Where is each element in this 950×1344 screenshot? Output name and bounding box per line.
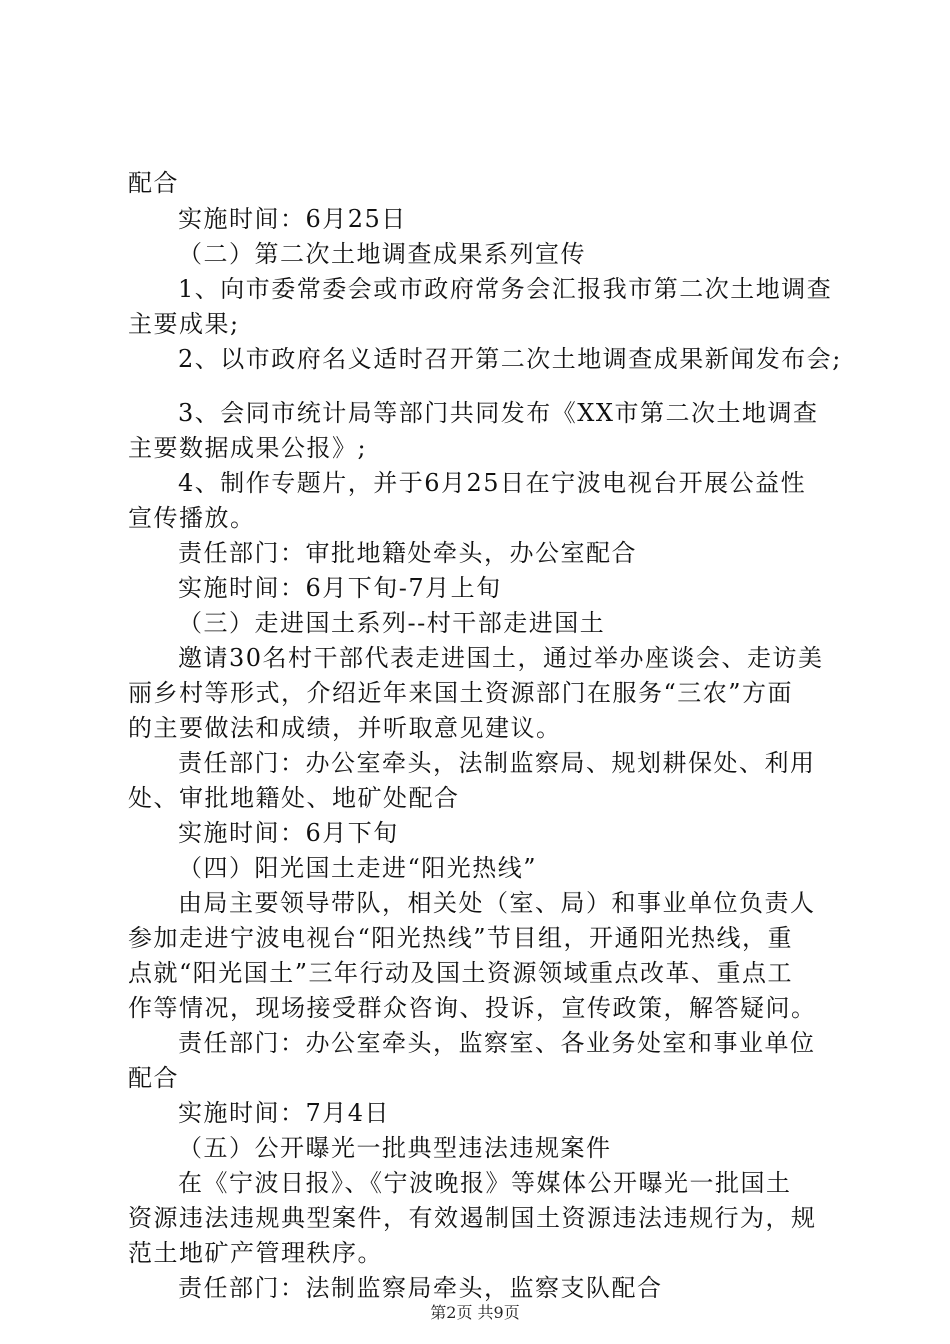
text-line: 责任部门：办公室牵头，法制监察局、规划耕保处、利用 xyxy=(178,749,816,777)
text-line: 主要数据成果公报》; xyxy=(128,434,368,462)
text-line: 实施时间：6月25日 xyxy=(178,205,407,233)
text-line: 实施时间：6月下旬 xyxy=(178,819,399,847)
text-line: 邀请30名村干部代表走进国土，通过举办座谈会、走访美 xyxy=(178,644,824,672)
text-line: 由局主要领导带队，相关处（室、局）和事业单位负责人 xyxy=(178,889,816,917)
text-line: 实施时间：7月4日 xyxy=(178,1099,391,1127)
text-line: 的主要做法和成绩，并听取意见建议。 xyxy=(128,714,562,742)
text-line: 3、会同市统计局等部门共同发布《XX市第二次土地调查 xyxy=(178,399,819,427)
section-heading: （五）公开曝光一批典型违法违规案件 xyxy=(178,1134,612,1162)
text-line: 主要成果; xyxy=(128,310,240,338)
section-heading: （二）第二次土地调查成果系列宣传 xyxy=(178,240,586,268)
text-line: 处、审批地籍处、地矿处配合 xyxy=(128,784,460,812)
text-line: 实施时间：6月下旬-7月上旬 xyxy=(178,574,502,602)
text-line: 宣传播放。 xyxy=(128,504,256,532)
section-heading: （三）走进国土系列--村干部走进国土 xyxy=(178,609,606,637)
text-line: 配合 xyxy=(128,169,179,197)
text-line: 4、制作专题片，并于6月25日在宁波电视台开展公益性 xyxy=(178,469,807,497)
text-line: 丽乡村等形式，介绍近年来国土资源部门在服务“三农”方面 xyxy=(128,679,794,707)
text-line: 责任部门：审批地籍处牵头，办公室配合 xyxy=(178,539,637,567)
text-line: 点就“阳光国土”三年行动及国土资源领域重点改革、重点工 xyxy=(128,959,794,987)
text-line: 参加走进宁波电视台“阳光热线”节目组，开通阳光热线，重 xyxy=(128,924,794,952)
text-line: 作等情况，现场接受群众咨询、投诉，宣传政策，解答疑问。 xyxy=(128,994,817,1022)
text-line: 2、以市政府名义适时召开第二次土地调查成果新闻发布会; xyxy=(178,345,842,373)
text-line: 1、向市委常委会或市政府常务会汇报我市第二次土地调查 xyxy=(178,275,833,303)
text-line: 配合 xyxy=(128,1064,179,1092)
text-line: 范土地矿产管理秩序。 xyxy=(128,1239,383,1267)
text-line: 责任部门：办公室牵头，监察室、各业务处室和事业单位 xyxy=(178,1029,816,1057)
section-heading: （四）阳光国土走进“阳光热线” xyxy=(178,854,538,882)
text-line: 在《宁波日报》、《宁波晚报》等媒体公开曝光一批国土 xyxy=(178,1169,792,1197)
text-line: 资源违法违规典型案件，有效遏制国土资源违法违规行为，规 xyxy=(128,1204,817,1232)
page-number-footer: 第2页 共9页 xyxy=(430,1303,520,1322)
text-line: 责任部门：法制监察局牵头，监察支队配合 xyxy=(178,1274,663,1302)
